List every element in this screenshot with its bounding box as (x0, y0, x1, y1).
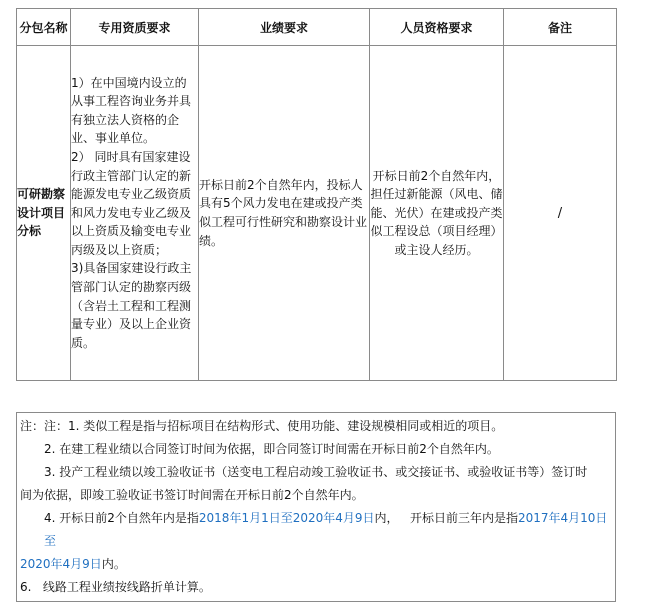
note-line-1: 注：注：1. 类似工程是指与招标项目在结构形式、使用功能、建设规模相同或相近的项目。 (20, 419, 504, 433)
table-row (17, 46, 617, 381)
header-remarks: 备注 (504, 9, 617, 46)
note-line-3: 3. 投产工程业绩以竣工验收证书（送变电工程启动竣工验收证书、或交接证书、或验收证书等）签订时 (44, 465, 588, 479)
note-4-date-range-2-start: 2017年4月10日至 (44, 511, 608, 548)
cell-remark: / (504, 46, 617, 381)
note-line-4 (20, 507, 612, 553)
header-personnel-requirements: 人员资格要求 (370, 9, 504, 46)
header-qualification-requirements: 专用资质要求 (71, 9, 199, 46)
qualification-table (16, 8, 617, 381)
note-4-end: 内。 (101, 557, 126, 571)
notes-box (16, 412, 616, 602)
note-4-date-range-2-end: 2020年4月9日 (20, 557, 102, 571)
note-4-middle: 内， 开标日前三年内是指 (374, 511, 518, 525)
cell-subpackage-name: 可研勘察设计项目分标 (17, 46, 71, 381)
cell-personnel: 开标日前2个自然年内，担任过新能源（风电、储能、光伏）在建或投产类似工程设总（项目经理）或主设人经历。 (370, 46, 504, 381)
table-header-row (17, 9, 617, 46)
header-subpackage-name: 分包名称 (17, 9, 71, 46)
qualification-item-3: 3)具备国家建设行政主管部门认定的勘察丙级（含岩土工程和工程测量专业）及以上企业资质。 (71, 261, 192, 350)
cell-qualifications (71, 46, 199, 381)
header-performance-requirements: 业绩要求 (199, 9, 370, 46)
note-line-2: 2. 在建工程业绩以合同签订时间为依据，即合同签订时间需在开标日前2个自然年内。 (44, 442, 499, 456)
cell-performance: 开标日前2个自然年内，投标人具有5个风力发电在建或投产类似工程可行性研究和勘察设计业绩。 (199, 46, 370, 381)
note-line-5: 6. 线路工程业绩按线路折单计算。 (20, 580, 211, 594)
note-line-4-cont (20, 553, 612, 576)
note-4-prefix: 4. 开标日前2个自然年内是指 (44, 511, 199, 525)
note-line-3-cont: 间为依据，即竣工验收证书签订时间需在开标日前2个自然年内。 (20, 488, 364, 502)
note-4-date-range-1: 2018年1月1日至2020年4月9日 (198, 511, 375, 525)
qualification-item-2: 2） 同时具有国家建设行政主管部门认定的新能源发电专业乙级资质和风力发电专业乙级及以上资质及输变电专业丙级及以上资质； (71, 149, 192, 257)
qualification-item-1: 1）在中国境内设立的从事工程咨询业务并具有独立法人资格的企业、事业单位。 (71, 75, 192, 146)
